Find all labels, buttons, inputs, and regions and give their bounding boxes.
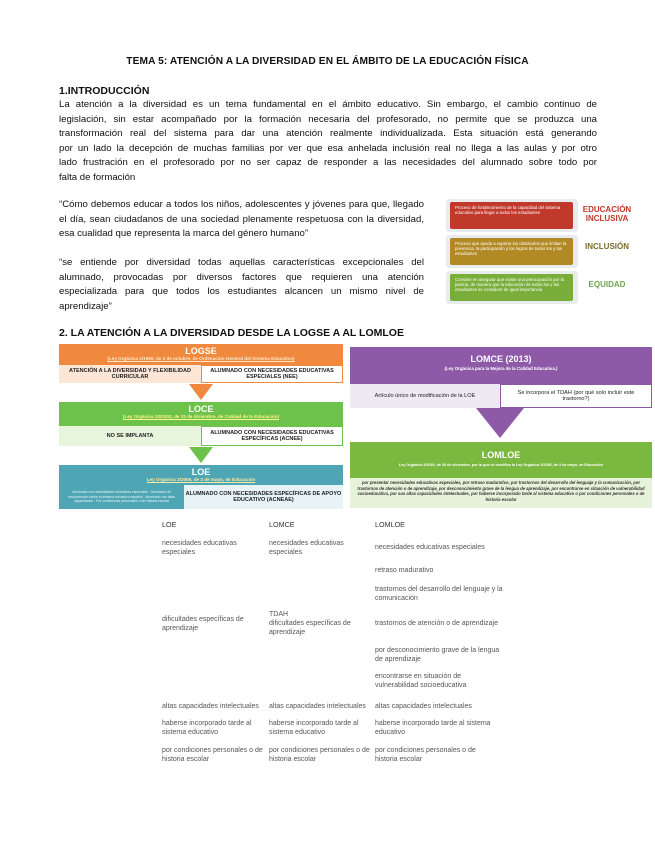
table-cell: por condiciones personales o de historia escolar: [375, 747, 476, 763]
table-cell: necesidades educativas especiales: [375, 544, 485, 551]
table-header-lomce: LOMCE: [269, 520, 295, 529]
intro-line: falta de formación: [59, 171, 136, 183]
logse-law: (Ley Orgánica 1/1990, de 3 de octubre, de Ordenación General del Sistema Educativo): [107, 356, 295, 361]
table-cell: haberse incorporado tarde al sistema educativo: [375, 720, 491, 736]
lomce-law: (Ley Orgánica para la Mejora de la Calidad Educativa.): [444, 366, 558, 371]
table-cell: altas capacidades intelectuales: [375, 703, 472, 710]
table-cell: por desconocimiento grave de la lengua de aprendizaje: [375, 647, 500, 663]
intro-line: por un lado la decepción de muchas familias por ver que esa anhelada inclusión real no llega a las aulas y por otro: [59, 142, 597, 154]
table-cell: por condiciones personales o de historia escolar: [162, 747, 263, 763]
arrow-down-icon: [189, 384, 213, 400]
table-header-lomloe: LOMLOE: [375, 520, 405, 529]
lomce-left-cell: Artículo único de modificación de la LOE: [350, 384, 500, 408]
logse-left-cell: ATENCIÓN A LA DIVERSIDAD Y FLEXIBILIDAD CURRICULAR: [59, 365, 201, 383]
table-cell: altas capacidades intelectuales: [269, 703, 366, 710]
loce-left-cell: NO SE IMPLANTA: [59, 426, 201, 446]
table-cell: retraso madurativo: [375, 567, 434, 574]
intro-line: lado frustración en el profesorado por no ser capaz de responder a las necesidades del alumnado sobre todo por: [59, 157, 597, 169]
lomce-header: [350, 347, 652, 384]
table-cell: necesidades educativas especiales: [162, 540, 237, 556]
arrow-down-icon: [476, 408, 524, 438]
lomloe-name: LOMLOE: [481, 450, 521, 460]
loe-right-cell: ALUMNADO CON NECESIDADES ESPECÍFICAS DE APOYO EDUCATIVO (ACNEAE): [184, 485, 343, 509]
quote-diversity-definition: “se entiende por diversidad todas aquellas características excepcionales del alumnado, provocadas por diversos factores que requieren una atención especializada para que todos los estudiantes alcancen un mismo nivel de aprendizaje”: [59, 257, 424, 312]
lomloe-body: por presentar necesidades educativas especiales, por retraso madurativo, por trastornos del desarrollo del lenguaje y la comunicación, por trastornos de atención o de aprendizaje, por desconocimiento grave de la lengua de aprendizaje, por encontrarse en situación de vulnerabilidad socioeducativa, por sus altas capacidades intelectuales, por haberse incorporado tarde al sistema educativo o por condiciones personales o de historia escolar: [350, 478, 652, 508]
lomce-name: LOMCE (2013): [470, 354, 532, 364]
table-cell: haberse incorporado tarde al sistema educativo: [162, 720, 252, 736]
loce-name: LOCE: [188, 404, 214, 414]
loe-name: LOE: [191, 467, 211, 477]
loe-left-cell: Alumnado con necesidades educativas especiales · Alumnado de incorporación tardía al sistema educativo español · Alumnado con altas capacidades · Por condiciones personales o de historia escolar: [59, 485, 184, 509]
inclusion-box-inclusion: Proceso que ayuda a superar los obstáculos que limitan la presencia, la participación y los logros de todos los y las estudiantes: [450, 238, 573, 265]
tag-educacion-inclusiva: EDUCACIÓN INCLUSIVA: [582, 205, 632, 223]
table-cell: por condiciones personales o de historia escolar: [269, 747, 370, 763]
logse-right-cell: ALUMNADO CON NECESIDADES EDUCATIVAS ESPECIALES (NEE): [201, 365, 343, 383]
inclusion-box-equidad: Consiste en asegurar que existe una preocupación por la justicia, de manera que la educación de todos los y las estudiantes se considere de igual importancia: [450, 274, 573, 301]
loce-right-cell: ALUMNADO CON NECESIDADES EDUCATIVAS ESPECÍFICAS (ACNEE): [201, 426, 343, 446]
intro-line: La atención a la diversidad es un tema fundamental en el ámbito educativo. Sin embargo, el cambio continuo de: [59, 99, 597, 110]
section-heading-legislacion: 2. LA ATENCIÓN A LA DIVERSIDAD DESDE LA LOGSE A AL LOMLOE: [59, 327, 404, 339]
lomloe-law: Ley Orgánica 3/2020, de 29 de diciembre, por la que se modifica la Ley Orgánica 2/2006, de 3 de mayo, de Educación: [398, 463, 604, 467]
intro-line: legislación, sin estar acompañado por la formación necesaria del profesorado, no permite que se produzca una: [59, 113, 597, 125]
page-title: TEMA 5: ATENCIÓN A LA DIVERSIDAD EN EL ÁMBITO DE LA EDUCACIÓN FÍSICA: [126, 56, 529, 67]
lomloe-header: [350, 442, 652, 478]
inclusion-box-educacion-inclusiva: Proceso de fortalecimiento de la capacidad del sistema educativo para llegar a todos los estudiantes: [450, 202, 573, 229]
arrow-down-icon: [189, 447, 213, 463]
table-cell: haberse incorporado tarde al sistema educativo: [269, 720, 359, 736]
intro-line: transformación real del sistema para dar una atención realmente individualizada. Esta situación está generando: [59, 128, 597, 140]
section-heading-introduccion: 1.INTRODUCCIÓN: [59, 85, 150, 97]
table-cell: dificultades específicas de aprendizaje: [162, 616, 244, 632]
inclusion-diagram: [436, 198, 636, 304]
tag-inclusion: INCLUSIÓN: [585, 242, 629, 251]
table-cell: encontrarse en situación de vulnerabilidad socioeducativa: [375, 673, 467, 689]
tag-equidad: EQUIDAD: [588, 280, 626, 289]
loce-law: (Ley Orgánica 10/2002, de 23 de diciembre, de Calidad de la Educación): [123, 414, 279, 419]
lomce-right-cell: Se incorpora el TDAH (por qué solo incluir este trastorno?): [500, 384, 652, 408]
table-header-loe: LOE: [162, 520, 177, 529]
loe-law: Ley Orgánica 2/2006, de 3 de mayo, de Educación: [146, 477, 256, 482]
quote-diversity-society: “Cómo debemos educar a todos los niños, adolescentes y jóvenes para que, llegado el día, sean ciudadanos de una sociedad plenamente respetuosa con la diversidad, esa cualidad que representa la marca del género humano”: [59, 199, 424, 240]
table-cell: trastornos del desarrollo del lenguaje y la comunicación: [375, 586, 503, 602]
intro-paragraph: [59, 98, 597, 186]
logse-name: LOGSE: [185, 346, 217, 356]
table-cell: trastornos de atención o de aprendizaje: [375, 620, 498, 627]
table-cell: altas capacidades intelectuales: [162, 703, 259, 710]
table-cell: dificultades específicas de aprendizaje: [269, 620, 351, 636]
table-cell: TDAH: [269, 611, 289, 618]
table-cell: necesidades educativas especiales: [269, 540, 344, 556]
